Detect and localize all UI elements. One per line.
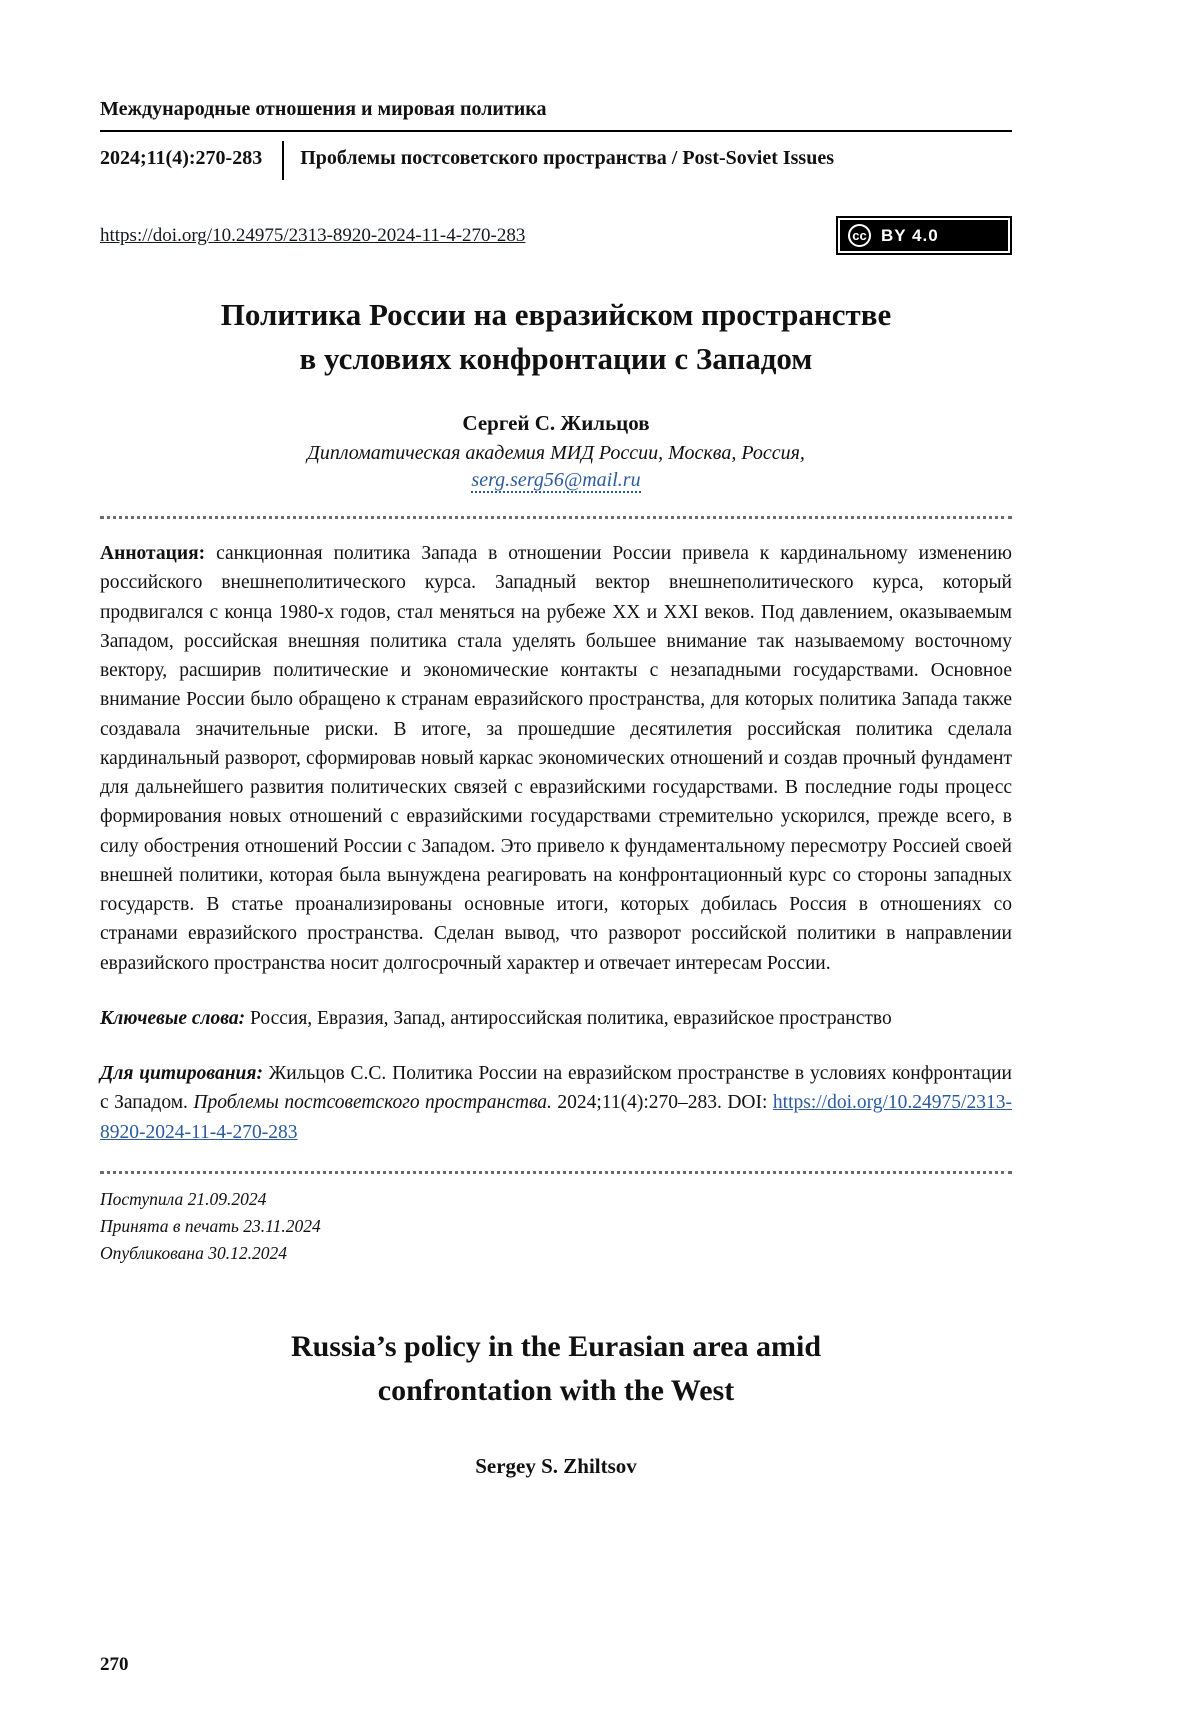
volume-issue-pages: 2024;11(4):270-283 [100, 147, 263, 169]
doi-row [100, 216, 1012, 255]
journal-name: Проблемы постсоветского пространства / Post-Soviet Issues [300, 147, 835, 169]
citation-tail: 2024;11(4):270–283. DOI: [551, 1092, 773, 1114]
cc-icon: cc [848, 224, 871, 247]
article-dates [100, 1186, 1012, 1267]
author-email-link[interactable]: serg.serg56@mail.ru [471, 469, 641, 492]
author-name-en: Sergey S. Zhiltsov [475, 1454, 637, 1479]
article-title-en [100, 1325, 1012, 1412]
abstract-paragraph [100, 539, 1012, 978]
date-accepted: Принята в печать 23.11.2024 [100, 1215, 321, 1236]
article-title-en-line1: Russia’s policy in the Eurasian area amid [290, 1330, 822, 1364]
cc-license-badge [836, 216, 1012, 255]
page-number: 270 [100, 1654, 129, 1675]
dotted-divider-bottom [100, 1171, 1012, 1174]
article-title-ru [100, 293, 1012, 381]
citation-paragraph [100, 1059, 1012, 1147]
abstract-label: Аннотация: [100, 543, 206, 565]
author-affiliation: Дипломатическая академия МИД России, Москва, Россия, [307, 442, 805, 465]
abstract-text: санкционная политика Запада в отношении России привела к кардинальному изменению российского внешнеполитического курса. Западный вектор внешнеполитического курса, который продвигался с конца 1980-х годов, стал меняться на рубеже XX и XXI веков. Под давлением, оказываемым Западом, российская внешняя политика стала уделять большее внимание так называемому восточному вектору, расширив политические и экономические контакты с незападными государствами. Основное внимание России было обращено к странам евразийского пространства, для которых политика Запада также создавала значительные риски. В итоге, за прошедшие десятилетия российская политика сделала кардинальный разворот, сформировав новый каркас экономических отношений и создав прочный фундамент для дальнейшего развития политических связей с евразийскими государствами. В последние годы процесс формирования новых отношений с евразийскими государствами стремительно ускорился, прежде всего, в силу обострения отношений России с Западом. Это привело к фундаментальному пересмотру Россией своей внешней политики, которая была вынуждена реагировать на конфронтационный курс со стороны западных государств. В статье проанализированы основные итоги, которых добилась Россия в отношениях со странами евразийского пространства. Сделан вывод, что разворот российской политики в направлении евразийского пространства носит долгосрочный характер и отвечает интересам России. [100, 543, 1012, 974]
cc-badge-inner [840, 220, 1008, 251]
article-title-ru-line1: Политика России на евразийском пространстве [220, 297, 892, 332]
article-title-en-line2: confrontation with the West [377, 1373, 735, 1407]
date-published: Опубликована 30.12.2024 [100, 1243, 287, 1264]
doi-link[interactable]: https://doi.org/10.24975/2313-8920-2024-11-4-270-283 [100, 224, 526, 246]
dotted-divider-top [100, 516, 1012, 519]
vertical-divider [282, 141, 284, 180]
citation-journal-name: Проблемы постсоветского пространства. [193, 1092, 552, 1114]
keywords-paragraph [100, 1004, 1012, 1033]
citation-text: Жильцов С.С. Политика России на евразийском пространстве в условиях конфронтации с Западом. [100, 1063, 1012, 1114]
citation-label: Для цитирования: [100, 1063, 263, 1085]
author-email-line [100, 469, 1012, 492]
article-title-ru-line2: в условиях конфронтации с Западом [299, 341, 813, 377]
journal-meta-row [100, 141, 1012, 180]
paper-content [100, 98, 1012, 1479]
date-received: Поступила 21.09.2024 [100, 1188, 267, 1209]
cc-license-label: BY 4.0 [881, 225, 939, 245]
journal-section-title: Международные отношения и мировая политика [100, 98, 1012, 132]
author-name-ru: Сергей С. Жильцов [462, 411, 650, 436]
citation-doi-link[interactable]: https://doi.org/10.24975/2313-8920-2024-11-4-270-283 [100, 1092, 1012, 1143]
keywords-label: Ключевые слова: [100, 1007, 246, 1029]
keywords-text: Россия, Евразия, Запад, антироссийская политика, евразийское пространство [245, 1007, 892, 1029]
